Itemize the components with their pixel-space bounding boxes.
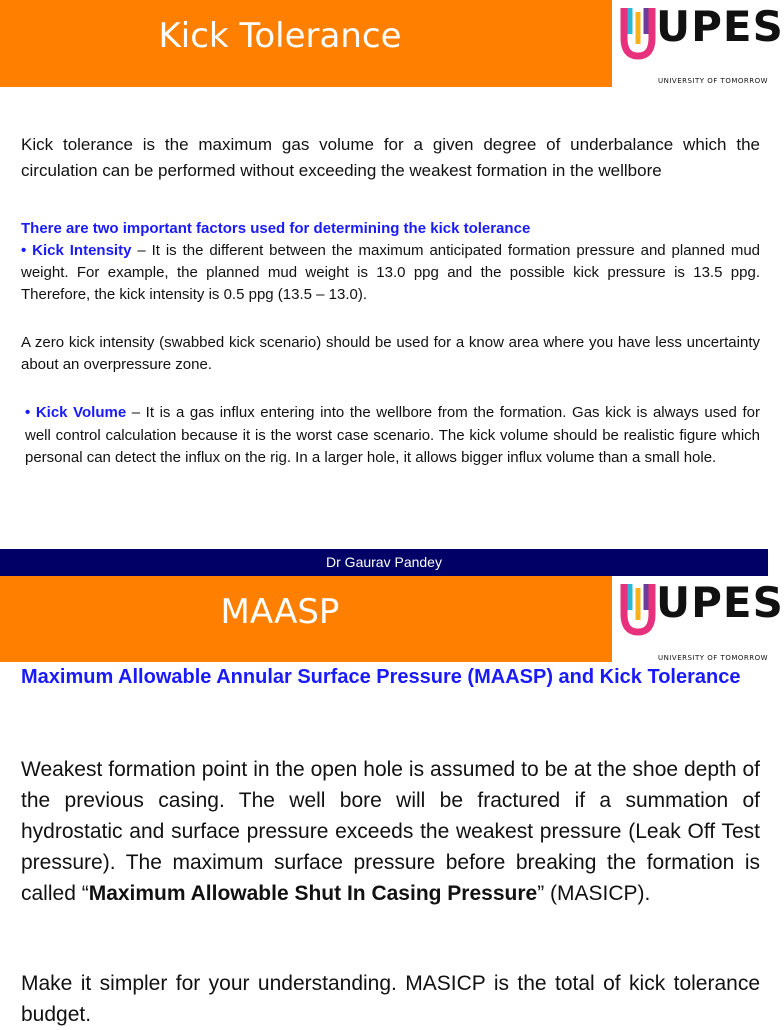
slide2-title: MAASP [220, 592, 340, 632]
kick-volume-label: • Kick Volume [25, 404, 127, 421]
masicp-term: Maximum Allowable Shut In Casing Pressure [88, 882, 538, 905]
zero-kick-paragraph: A zero kick intensity (swabbed kick scenario) should be used for a know area where you have less uncertainty about an overpressure zone. [21, 334, 760, 373]
factors-heading: There are two important factors used for determining the kick tolerance [21, 220, 531, 237]
upes-logo-icon [618, 580, 658, 636]
upes-logo-icon [618, 4, 658, 60]
footer-author-bar: Dr Gaurav Pandey [0, 549, 768, 576]
slide1-logo-tagline: UNIVERSITY OF TOMORROW [658, 77, 769, 85]
kick-volume-text: – It is a gas influx entering into the wellbore from the formation. Gas kick is always used for well control calculation because it is the worst case scenario. The kick volume should be realistic figure which personal can detect the influx on the rig. In a larger hole, it allows bigger influx volume than a small hole. [25, 404, 760, 466]
kick-intensity-paragraph [21, 240, 760, 306]
slide1-title: Kick Tolerance [158, 16, 402, 56]
kick-intensity-label: • Kick Intensity [21, 242, 132, 259]
masicp-abbrev: ” (MASICP). [537, 882, 651, 905]
kick-tolerance-definition: Kick tolerance is the maximum gas volume for a given degree of underbalance which the circulation can be performed without exceeding the weakest formation in the wellbore [21, 135, 760, 180]
simpler-paragraph: Make it simpler for your understanding. MASICP is the total of kick tolerance budget. [21, 972, 760, 1026]
slide2-logo-tagline: UNIVERSITY OF TOMORROW [658, 654, 769, 662]
weakest-formation-text: Weakest formation point in the open hole is assumed to be at the shoe depth of the previous casing. The well bore will be fractured if a summation of hydrostatic and surface pressure exceeds the weakest pressure (Leak Off Test pressure). The maximum surface pressure before breaking the formation is called “ [21, 758, 760, 905]
kick-intensity-text: – It is the different between the maximum anticipated formation pressure and planned mud weight. For example, the planned mud weight is 13.0 ppg and the possible kick pressure is 13.5 ppg. Therefore, the kick intensity is 0.5 ppg (13.5 – 13.0). [21, 242, 761, 303]
slide1-logo [612, 0, 784, 87]
slide1-logo-word: UPES [656, 2, 784, 51]
weakest-formation-paragraph [21, 754, 760, 909]
slide2-logo [612, 576, 784, 662]
slide2-logo-word: UPES [656, 578, 784, 627]
maasp-subtitle: Maximum Allowable Annular Surface Pressure (MAASP) and Kick Tolerance [21, 666, 741, 688]
kick-volume-paragraph [25, 402, 760, 470]
